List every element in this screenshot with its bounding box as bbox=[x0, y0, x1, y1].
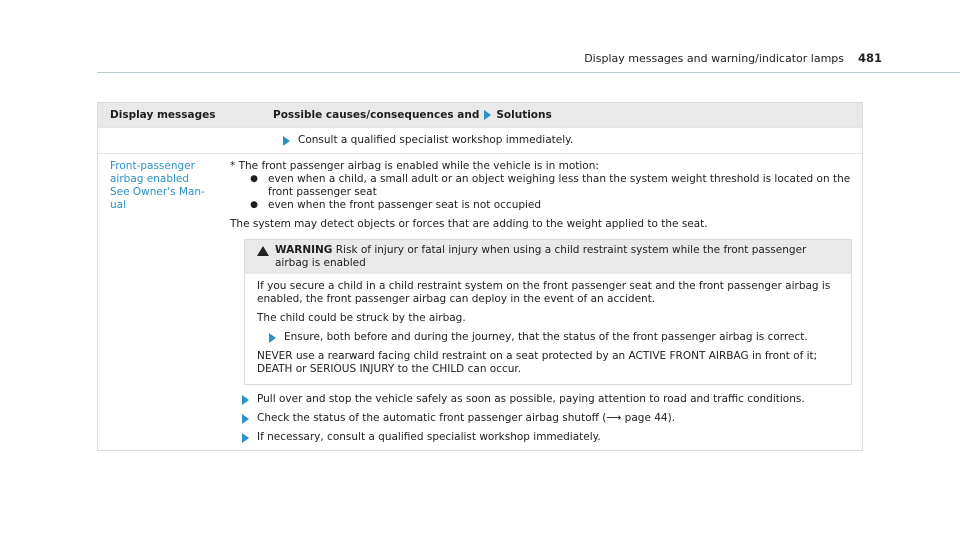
warning-body bbox=[245, 274, 851, 384]
arrow-right-icon bbox=[242, 414, 249, 424]
table-header bbox=[98, 103, 862, 127]
running-header-title: Display messages and warning/indicator lamps bbox=[584, 52, 844, 65]
arrow-right-icon bbox=[269, 333, 276, 343]
cause-intro: * The front passenger airbag is enabled while the vehicle is in motion: bbox=[230, 160, 599, 172]
bullet-icon: ● bbox=[250, 174, 258, 184]
step-text-page-link[interactable]: Check the status of the automatic front passenger airbag shutoff (⟶ page 44). bbox=[257, 412, 676, 424]
arrow-right-icon bbox=[283, 136, 290, 146]
table-row bbox=[98, 153, 862, 450]
step-text: Ensure, both before and during the journey, that the status of the front passenger airbag is correct. bbox=[284, 331, 808, 343]
table-cell bbox=[263, 128, 862, 153]
column-header-causes bbox=[263, 109, 862, 121]
warning-triangle-icon bbox=[257, 246, 269, 256]
step-text: Pull over and stop the vehicle safely as soon as possible, paying attention to road and traffic conditions. bbox=[257, 393, 805, 405]
step-text: If necessary, consult a qualified specialist workshop immediately. bbox=[257, 431, 601, 443]
display-messages-table bbox=[97, 102, 863, 451]
column-header-causes-label: Possible causes/consequences and bbox=[273, 109, 480, 121]
step-text: Consult a qualified specialist workshop immediately. bbox=[298, 134, 574, 146]
column-header-display-messages: Display messages bbox=[110, 109, 216, 121]
table-cell bbox=[98, 128, 263, 153]
warning-paragraph: If you secure a child in a child restraint system on the front passenger seat and the front passenger airbag is enabled, the front passenger airbag can deploy in the event of an accident. bbox=[257, 280, 831, 305]
table-cell bbox=[222, 154, 862, 450]
list-item: ● even when the front passenger seat is not occupied bbox=[230, 199, 852, 212]
header-rule bbox=[97, 72, 960, 73]
arrow-right-icon bbox=[484, 110, 491, 120]
warning-paragraph: NEVER use a rearward facing child restraint on a seat protected by an ACTIVE FRONT AIRBAG in front of it; DEATH or SERIOUS INJURY to the CHILD can occur. bbox=[257, 350, 818, 375]
solution-step bbox=[230, 412, 852, 425]
table-row bbox=[98, 127, 862, 153]
bullet-icon: ● bbox=[250, 200, 258, 210]
warning-paragraph: The child could be struck by the airbag. bbox=[257, 312, 466, 324]
arrow-right-icon bbox=[242, 395, 249, 405]
cause-note: The system may detect objects or forces that are adding to the weight applied to the seat. bbox=[230, 218, 708, 230]
solution-step bbox=[230, 393, 852, 406]
arrow-right-icon bbox=[242, 433, 249, 443]
page-number: 481 bbox=[858, 51, 883, 65]
warning-title: Risk of injury or fatal injury when using a child restraint system while the front passenger airbag is enabled bbox=[275, 244, 807, 269]
table-cell bbox=[98, 154, 222, 450]
warning-box bbox=[244, 239, 852, 385]
solution-step bbox=[257, 331, 843, 344]
warning-header bbox=[245, 240, 851, 274]
solution-step bbox=[230, 431, 852, 444]
column-header-solutions-label: Solutions bbox=[496, 109, 552, 121]
solution-step bbox=[271, 134, 852, 147]
warning-label: WARNING bbox=[275, 244, 333, 256]
display-message-airbag: Front-passenger airbag enabled See Owner's Man- ual bbox=[110, 160, 205, 211]
list-item: ● even when a child, a small adult or an object weighing less than the system weight threshold is located on the front passenger seat bbox=[230, 173, 852, 199]
